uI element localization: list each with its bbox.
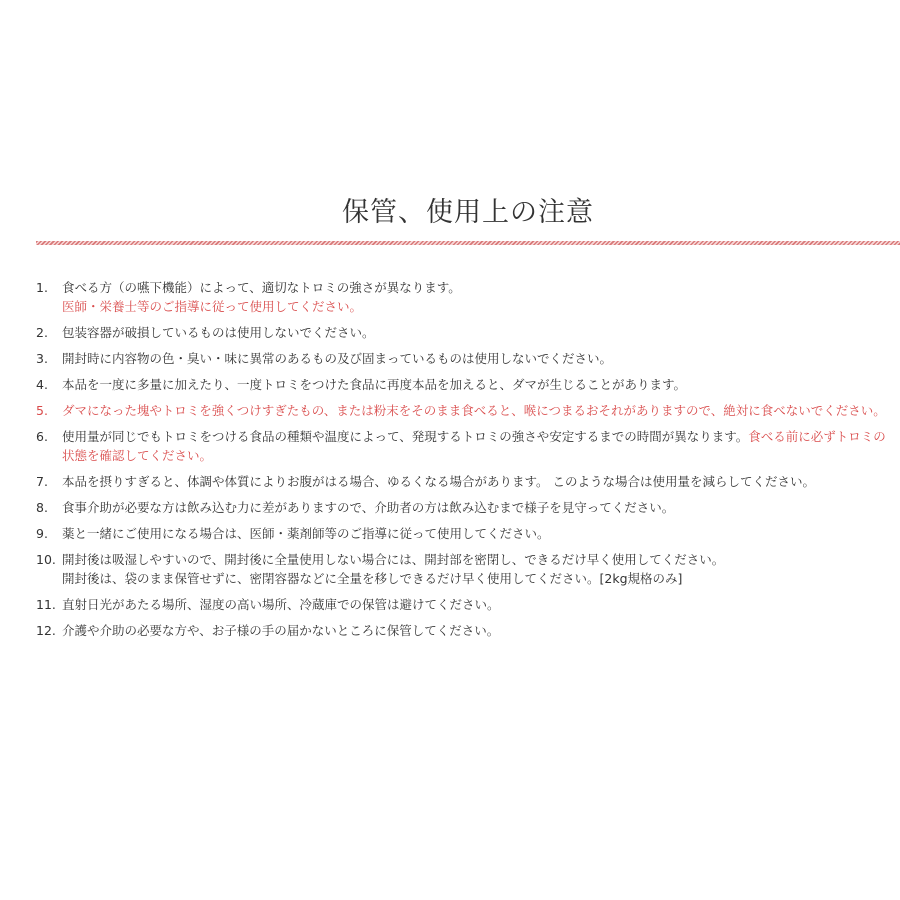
item-text: 食事介助が必要な方は飲み込む力に差がありますので、介助者の方は飲み込むまで様子を見守ってください。 [62,500,675,515]
item-number: 12. [36,623,56,638]
item-text: 使用量が同じでもトロミをつける食品の種類や温度によって、発現するトロミの強さや安定するまでの時間が異なります。 [62,429,749,444]
item-text: 食べる方（の嚥下機能）によって、適切なトロミの強さが異なります。 [62,280,461,295]
item-body [62,427,892,465]
item-note: 医師・栄養士等のご指導に従って使用してください。 [62,299,363,314]
item-text: 開封時に内容物の色・臭い・味に異常のあるもの及び固まっているものは使用しないでください。 [62,351,613,366]
item-warning: ダマになった塊やトロミを強くつけすぎたもの、または粉末をそのまま食べると、喉につまるおそれがありますので、絶対に食べないでください。 [62,403,886,418]
item-warning: 食べる前に必ずトロミの状態を確認してください。 [62,429,886,463]
item-number: 10. [36,552,56,567]
item-body [62,278,892,316]
item-number: 11. [36,597,56,612]
page-title: 保管、使用上の注意 [342,197,594,228]
item-number: 1. [36,280,48,295]
item-number: 6. [36,429,48,444]
item-text: 本品を一度に多量に加えたり、一度トロミをつけた食品に再度本品を加えると、ダマが生じることがあります。 [62,377,687,392]
item-text-secondary: 開封後は、袋のまま保管せずに、密閉容器などに全量を移しできるだけ早く使用してください。[2kg規格のみ] [62,571,683,586]
item-text: 包装容器が破損しているものは使用しないでください。 [62,325,375,340]
list-item [36,595,892,614]
list-item [36,349,892,368]
list-item [36,323,892,342]
list-item [36,498,892,517]
list-item [36,524,892,543]
list-item [36,375,892,394]
item-text: 介護や介助の必要な方や、お子様の手の届かないところに保管してください。 [62,623,500,638]
item-number: 4. [36,377,48,392]
item-number: 8. [36,500,48,515]
list-item [36,550,892,588]
item-text: 本品を摂りすぎると、体調や体質によりお腹がはる場合、ゆるくなる場合があります。 このような場合は使用量を減らしてください。 [62,474,815,489]
list-item [36,621,892,640]
item-number: 7. [36,474,48,489]
item-body [62,550,892,588]
item-number: 2. [36,325,48,340]
item-text: 開封後は吸湿しやすいので、開封後に全量使用しない場合には、開封部を密閉し、できるだけ早く使用してください。 [62,552,725,567]
precautions-list [36,278,892,647]
item-number: 3. [36,351,48,366]
item-number: 9. [36,526,48,541]
list-item [36,401,892,420]
title-divider [36,241,900,245]
item-text: 直射日光があたる場所、湿度の高い場所、冷蔵庫での保管は避けてください。 [62,597,500,612]
list-item [36,427,892,465]
item-text: 薬と一緒にご使用になる場合は、医師・薬剤師等のご指導に従って使用してください。 [62,526,550,541]
list-item [36,278,892,316]
item-number: 5. [36,403,48,418]
list-item [36,472,892,491]
